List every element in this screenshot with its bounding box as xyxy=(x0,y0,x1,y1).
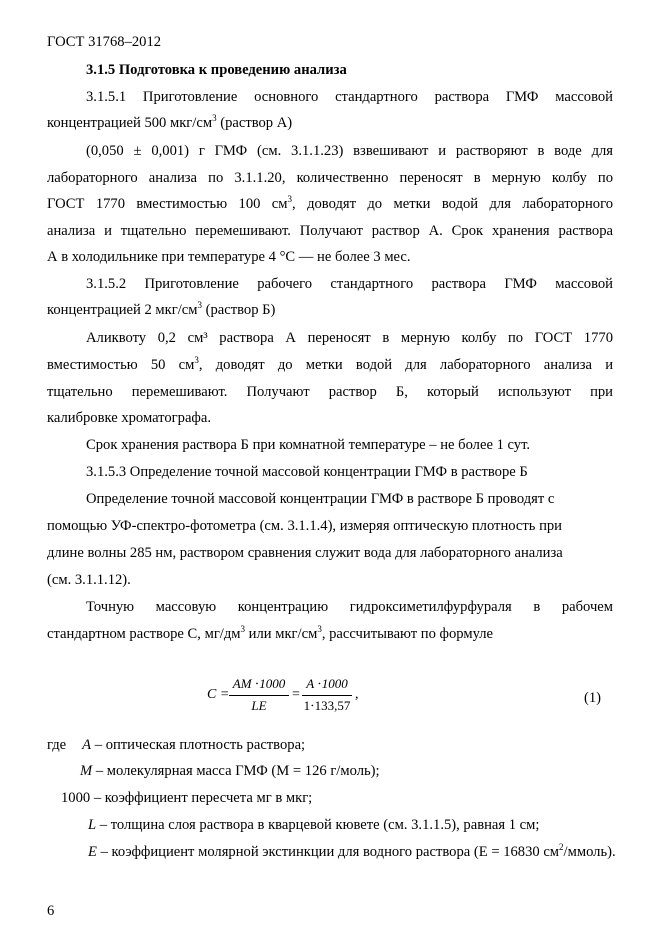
formula-numerator-2: A ⋅1000 xyxy=(306,676,348,691)
para-determination-line3: длине волны 285 нм, раствором сравнения служит вода для лабораторного анализа xyxy=(47,545,563,561)
section-title: 3.1.5 Подготовка к проведению анализа xyxy=(86,62,347,78)
where-item-m: M – молекулярная масса ГМФ (М = 126 г/моль); xyxy=(80,763,380,779)
formula-fraction-bar-1 xyxy=(229,695,289,696)
para-storage-b: Срок хранения раствора Б при комнатной температуре – не более 1 сут. xyxy=(86,437,531,453)
para-determination-line4: (см. 3.1.1.12). xyxy=(47,572,131,588)
formula-denominator-2: 1⋅133,57 xyxy=(303,698,351,713)
formula-denominator-1: LE xyxy=(251,698,267,713)
page-number: 6 xyxy=(47,903,55,919)
para-aliquot-line4: калибровке хроматографа. xyxy=(47,410,212,426)
para-exact-line2: стандартном растворе С, $мг/дм^3$ или мкг/$см^3$, рассчитывают по формуле xyxy=(47,624,494,642)
para-determination-line2: помощью УФ-спектро-фотометра (см. 3.1.1.4), измеряя оптическую плотность при xyxy=(47,518,562,534)
para-3152-line2: концентрацией 2 мкг/$см^3$ (раствор Б) xyxy=(47,300,276,318)
formula-fraction-bar-2 xyxy=(302,695,352,696)
standard-header: ГОСТ 31768–2012 xyxy=(47,34,162,50)
formula-comma: , xyxy=(355,687,359,702)
para-3151-line1: 3.1.5.1 Приготовление основного стандартного раствора ГМФ массовой xyxy=(86,89,613,105)
para-prep-a-line4: анализа и тщательно перемешивают. Получают раствор А. Срок хранения раствора xyxy=(47,223,613,239)
formula-number: (1) xyxy=(584,690,602,706)
para-exact-line1: Точную массовую концентрацию гидроксиметилфурфураля в рабочем xyxy=(86,599,613,615)
para-aliquot-line3: тщательно перемешивают. Получают раствор Б, который используют при xyxy=(47,384,613,400)
para-determination-line1: Определение точной массовой концентрации ГМФ в растворе Б проводят с xyxy=(86,491,555,507)
where-item-l: L – толщина слоя раствора в кварцевой кювете (см. 3.1.1.5), равная 1 см; xyxy=(88,817,540,833)
para-prep-a-line3: ГОСТ 1770 вместимостью 100 $см^3$, доводят до метки водой для лабораторного xyxy=(47,194,613,212)
formula-lhs: C = xyxy=(207,687,230,702)
para-prep-a-line1: (0,050 ± 0,001) г ГМФ (см. 3.1.1.23) взвешивают и растворяют в воде для xyxy=(86,143,613,159)
para-3153-title: 3.1.5.3 Определение точной массовой концентрации ГМФ в растворе Б xyxy=(86,464,528,480)
para-prep-a-line5: А в холодильнике при температуре 4 °С — не более 3 мес. xyxy=(47,249,411,265)
formula-equals: = xyxy=(292,687,300,702)
where-item-1000: 1000 – коэффициент пересчета мг в мкг; xyxy=(61,790,313,806)
formula-numerator-1: AM ⋅1000 xyxy=(232,676,286,691)
para-3152-line1: 3.1.5.2 Приготовление рабочего стандартного раствора ГМФ массовой xyxy=(86,276,613,292)
para-aliquot-line2: вместимостью 50 $см^3$, доводят до метки водой для лабораторного анализа и xyxy=(47,355,614,373)
where-item-a: где A – оптическая плотность раствора; xyxy=(47,737,306,753)
para-prep-a-line2: лабораторного анализа по 3.1.1.20, количественно переносят в мерную колбу по xyxy=(47,170,613,186)
where-item-e: E – коэффициент молярной экстинкции для водного раствора (Е = 16830 $см^2/ммоль$). xyxy=(88,842,616,860)
para-3151-line2: концентрацией 500 мкг/$см^3$ (раствор А) xyxy=(47,113,293,131)
para-aliquot-line1: Аликвоту 0,2 см³ раствора А переносят в мерную колбу по ГОСТ 1770 xyxy=(86,330,613,346)
